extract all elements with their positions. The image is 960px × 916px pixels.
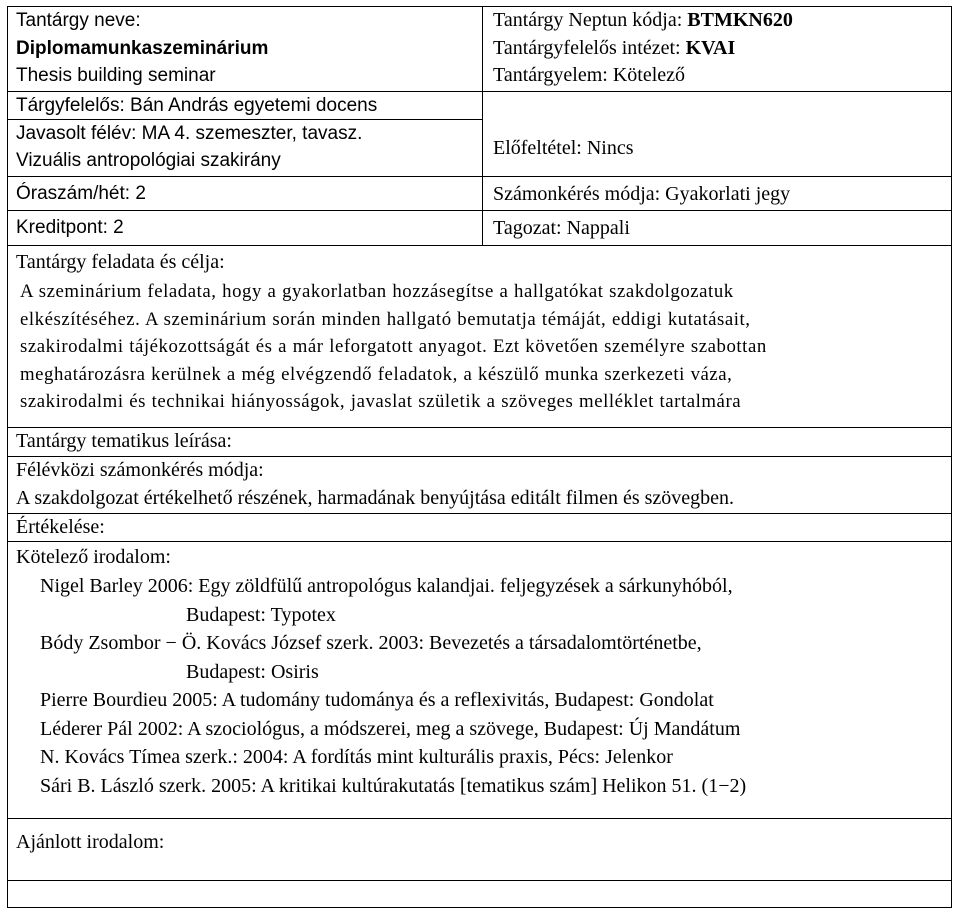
task-line: A szeminárium feladata, hogy a gyakorlatban hozzásegítse a hallgatókat szakdolgozatuk — [20, 281, 734, 302]
prerequisite: Előfeltétel: Nincs — [483, 92, 951, 177]
midterm-section — [8, 457, 951, 514]
literature-item: Bódy Zsombor − Ö. Kovács József szerk. 2003: Bevezetés a társadalomtörténetbe, — [40, 632, 702, 654]
task-line: elkészítéséhez. A szeminárium során minden hallgató bemutatja témáját, eddigi kutatásait, — [20, 308, 751, 330]
required-literature-label: Kötelező irodalom: — [16, 546, 171, 568]
task-section — [8, 245, 951, 428]
literature-item: N. Kovács Tímea szerk.: 2004: A fordítás mint kulturális praxis, Pécs: Jelenkor — [40, 746, 673, 768]
midterm-label: Félévközi számonkérés módja: — [16, 459, 264, 481]
midterm-text: A szakdolgozat értékelhető részének, harmadának benyújtása editált filmen és szövegben. — [16, 486, 735, 509]
header-table — [8, 7, 951, 245]
task-line: meghatározásra kerülnek a még elvégzendő feladatok, a készülő munka szerkezeti váza, — [20, 363, 733, 385]
responsible: Tárgyfelelős: Bán András egyetemi docens — [8, 92, 482, 120]
task-line: szakirodalmi tájékozottságát és a már leforgatott anyagot. Ezt követően személyre szabottan — [20, 336, 767, 357]
thematic-section — [8, 428, 951, 457]
credits: Kreditpont: 2 — [16, 217, 124, 238]
neptun-label: Tantárgy Neptun kódja: — [493, 9, 688, 31]
institute-label: Tantárgyfelelős intézet: — [493, 37, 686, 59]
evaluation-label: Értékelése: — [16, 516, 105, 538]
recommended-literature-section — [8, 819, 951, 881]
literature-item: Pierre Bourdieu 2005: A tudomány tudománya és a reflexivitás, Budapest: Gondolat — [40, 689, 714, 711]
evaluation-section — [8, 514, 951, 542]
literature-item-continuation: Budapest: Typotex — [186, 603, 336, 626]
header-left-column — [8, 7, 483, 245]
thematic-label: Tantárgy tematikus leírása: — [16, 430, 232, 452]
neptun-code: BTMKN620 — [687, 9, 793, 31]
specialization: Vizuális antropológiai szakirány — [8, 147, 482, 177]
task-label: Tantárgy feladata és célja: — [16, 251, 225, 273]
institute-code: KVAI — [685, 37, 736, 59]
course-datasheet — [7, 6, 952, 908]
assessment-method: Számonkérés módja: Gyakorlati jegy — [483, 177, 951, 211]
recommended-literature-label: Ajánlott irodalom: — [16, 831, 165, 853]
literature-item: Nigel Barley 2006: Egy zöldfülű antropológus kalandjai. feljegyzések a sárkunyhóból, — [40, 575, 733, 597]
literature-item: Sári B. László szerk. 2005: A kritikai kultúrakutatás [tematikus szám] Helikon 51. (1−2) — [40, 774, 747, 797]
study-mode: Tagozat: Nappali — [493, 217, 630, 239]
institute-row — [483, 35, 951, 62]
suggested-semester: Javasolt félév: MA 4. szemeszter, tavasz. — [16, 123, 363, 144]
hours: Óraszám/hét: 2 — [8, 177, 482, 211]
required-literature-section — [8, 542, 951, 819]
task-line: szakirodalmi és technikai hiányosságok, javaslat születik a szöveges melléklet tartalmára — [20, 391, 742, 412]
subject-element: Tantárgyelem: Kötelező — [483, 62, 951, 92]
subject-name-en: Thesis building seminar — [8, 62, 482, 92]
literature-item-continuation: Budapest: Osiris — [186, 660, 319, 683]
subject-label: Tantárgy neve: — [16, 10, 141, 31]
neptun-code-row — [483, 7, 951, 35]
literature-item: Léderer Pál 2002: A szociológus, a módszerei, meg a szövege, Budapest: Új Mandátum — [40, 717, 741, 740]
subject-name-hu: Diplomamunkaszeminárium — [16, 38, 269, 59]
header-right-column — [483, 7, 951, 245]
